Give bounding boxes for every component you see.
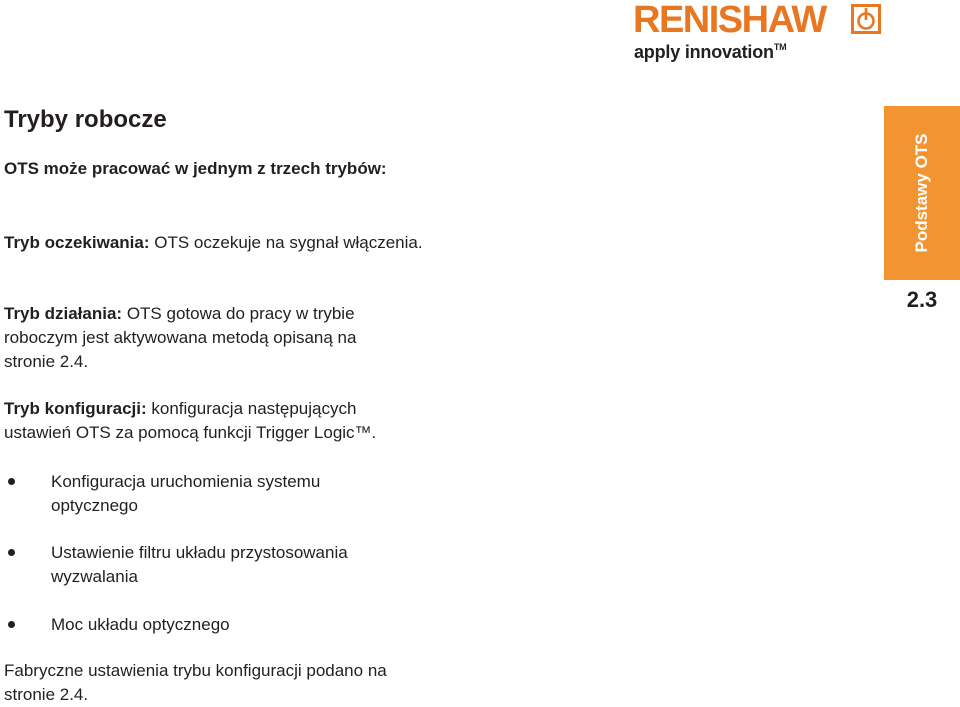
- brand-wordmark: RENISHAW: [633, 0, 826, 41]
- mode-operating: [4, 302, 394, 374]
- intro-text: OTS może pracować w jednym z trzech trybów:: [4, 159, 387, 178]
- mode-description: konfiguracja następujących ustawień OTS za pomocą funkcji Trigger Logic™.: [4, 399, 377, 442]
- mode-label: Tryb konfiguracji:: [4, 399, 147, 418]
- list-item-text: Moc układu optycznego: [51, 615, 230, 634]
- mode-description: OTS gotowa do pracy w trybie roboczym jest aktywowana metodą opisaną na stronie 2.4.: [4, 304, 357, 371]
- section-number: 2.3: [906, 287, 938, 312]
- section-tab-label: Podstawy OTS: [912, 133, 931, 253]
- section-tab: [884, 106, 960, 280]
- list-item-text: Konfiguracja uruchomienia systemu optycznego: [51, 472, 321, 515]
- list-item-text: Ustawienie filtru układu przystosowania wyzwalania: [51, 543, 348, 586]
- bullet-icon: [8, 621, 15, 628]
- footer-note: Fabryczne ustawienia trybu konfiguracji podano na stronie 2.4.: [4, 661, 387, 704]
- mode-label: Tryb działania:: [4, 304, 123, 323]
- renishaw-logo: [633, 2, 885, 62]
- brand-tagline: apply innovation™: [634, 42, 787, 62]
- mode-configuration: [4, 397, 424, 445]
- mode-description: OTS oczekuje na sygnał włączenia.: [154, 233, 423, 252]
- page-title: Tryby robocze: [4, 106, 167, 133]
- bullet-icon: [8, 549, 15, 556]
- bullet-icon: [8, 478, 15, 485]
- mode-label: Tryb oczekiwania:: [4, 233, 150, 252]
- mode-standby: [4, 231, 424, 255]
- renishaw-emblem-icon: [851, 4, 881, 34]
